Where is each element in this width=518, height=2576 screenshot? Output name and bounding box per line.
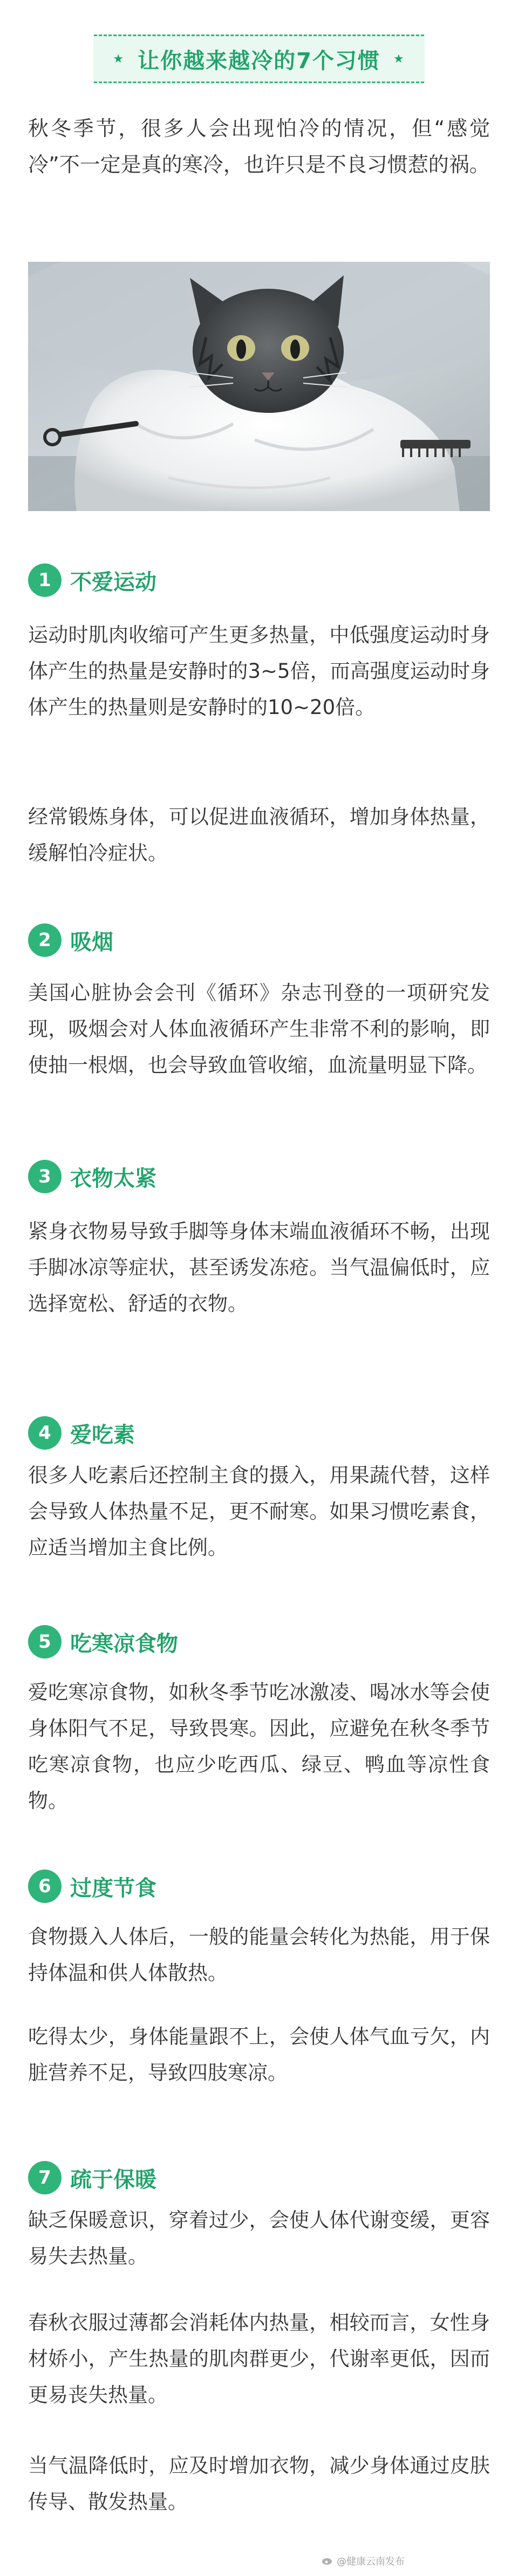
section-4-paragraph: 很多人吃素后还控制主食的摄入，用果蔬代替，这样会导致人体热量不足，更不耐寒。如果习惯吃素食，应适当增加主食比例。	[28, 1464, 490, 1559]
title-banner	[0, 15, 518, 91]
section-title: 爱吃素	[70, 1422, 135, 1447]
section-5-paragraph: 爱吃寒凉食物，如秋冬季节吃冰激凌、喝冰水等会使身体阳气不足，导致畏寒。因此，应避免在秋冬季节吃寒凉食物，也应少吃西瓜、绿豆、鸭血等凉性食物。	[28, 1681, 490, 1812]
section-3-heading	[28, 1158, 156, 1195]
wet-cat-photo	[28, 262, 490, 511]
section-1-heading	[28, 561, 156, 599]
weibo-icon	[322, 2557, 333, 2565]
section-number-badge: 7	[28, 2161, 62, 2194]
section-6-paragraph: 吃得太少，身体能量跟不上，会使人体气血亏欠，内脏营养不足，导致四肢寒凉。	[28, 2025, 490, 2084]
section-3-paragraph: 紧身衣物易导致手脚等身体末端血液循环不畅，出现手脚冰凉等症状，甚至诱发冻疮。当气温偏低时，应选择宽松、舒适的衣物。	[28, 1220, 490, 1315]
section-2-paragraph: 美国心脏协会会刊《循环》杂志刊登的一项研究发现，吸烟会对人体血液循环产生非常不利的影响，即使抽一根烟，也会导致血管收缩，血流量明显下降。	[28, 981, 490, 1077]
section-6-heading	[28, 1867, 156, 1905]
section-6-paragraph: 食物摄入人体后，一般的能量会转化为热能，用于保持体温和供人体散热。	[28, 1925, 490, 1984]
section-number-badge: 1	[28, 563, 62, 597]
section-title: 吃寒凉食物	[70, 1631, 178, 1656]
section-number-badge: 2	[28, 923, 62, 957]
section-7-paragraph: 当气温降低时，应及时增加衣物，减少身体通过皮肤传导、散发热量。	[28, 2454, 490, 2513]
section-title: 过度节食	[70, 1875, 156, 1901]
section-2-heading	[28, 921, 113, 959]
section-number-badge: 5	[28, 1625, 62, 1659]
section-title: 吸烟	[70, 929, 113, 955]
section-4-heading	[28, 1414, 135, 1452]
section-title: 疏于保暖	[70, 2167, 156, 2192]
article-title: 让你越来越冷的7个习惯	[138, 48, 380, 73]
section-number-badge: 3	[28, 1160, 62, 1193]
section-5-heading	[28, 1623, 178, 1661]
section-7-paragraph: 缺乏保暖意识，穿着过少，会使人体代谢变缓，更容易失去热量。	[28, 2208, 490, 2268]
star-icon: ★	[113, 52, 125, 66]
section-number-badge: 6	[28, 1870, 62, 1903]
watermark-text: @健康云南发布	[337, 2556, 405, 2567]
section-1-paragraph: 运动时肌肉收缩可产生更多热量，中低强度运动时身体产生的热量是安静时的3~5倍，而高强度运动时身体产生的热量则是安静时的10~20倍。	[28, 623, 490, 719]
intro-paragraph: 秋冬季节，很多人会出现怕冷的情况，但“感觉冷”不一定是真的寒冷，也许只是不良习惯惹的祸。	[28, 117, 490, 176]
watermark	[322, 2554, 405, 2568]
section-title: 衣物太紧	[70, 1166, 156, 1191]
section-number-badge: 4	[28, 1416, 62, 1450]
star-icon: ★	[393, 52, 405, 66]
section-1-paragraph: 经常锻炼身体，可以促进血液循环，增加身体热量，缓解怕冷症状。	[28, 805, 490, 865]
section-title: 不爱运动	[70, 569, 156, 595]
section-7-heading	[28, 2159, 156, 2197]
title-box	[94, 35, 424, 83]
section-7-paragraph: 春秋衣服过薄都会消耗体内热量，相较而言，女性身材娇小，产生热量的肌肉群更少，代谢率更低，因而更易丧失热量。	[28, 2311, 490, 2407]
